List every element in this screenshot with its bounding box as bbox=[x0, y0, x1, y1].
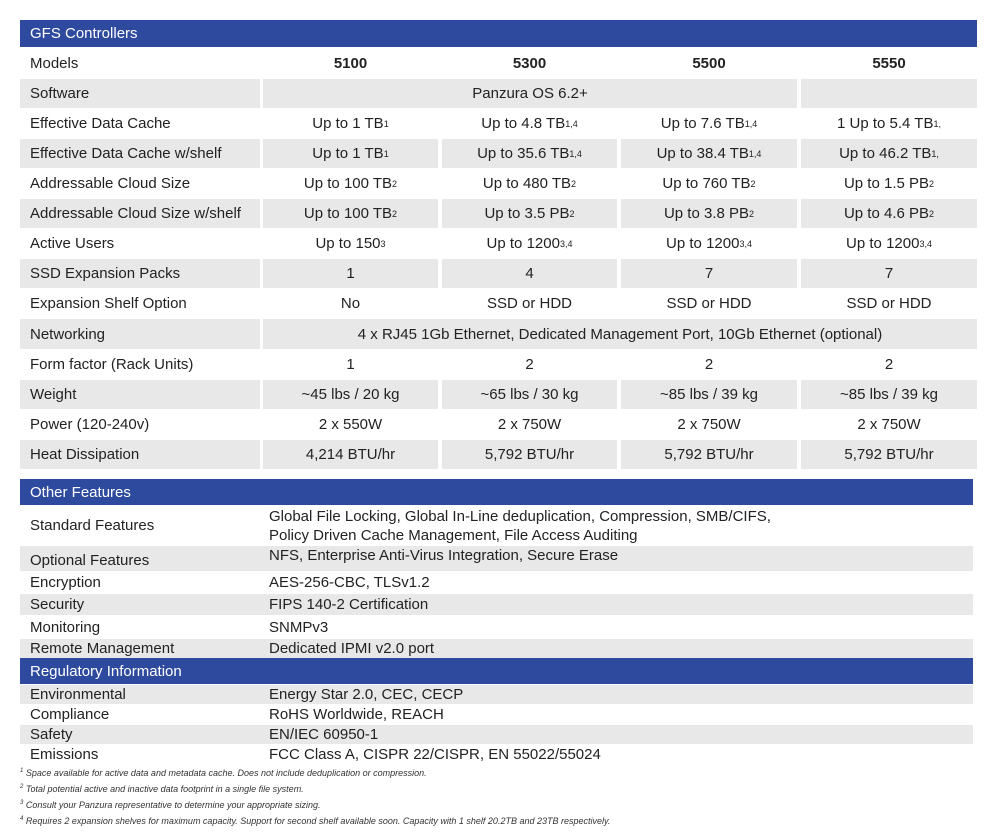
feature-row bbox=[20, 546, 973, 571]
feature-label: Remote Management bbox=[30, 640, 175, 657]
spec-value-text: Up to 3.8 PB bbox=[663, 205, 750, 222]
spec-value: Up to 1 TB 1 bbox=[312, 115, 389, 132]
feature-label: Optional Features bbox=[30, 552, 150, 569]
spec-label: SSD Expansion Packs bbox=[20, 259, 260, 288]
spec-value: Up to 3.8 PB 2 bbox=[621, 199, 797, 228]
spec-value bbox=[621, 259, 797, 288]
spec-value bbox=[621, 410, 797, 439]
regulatory-label: Environmental bbox=[30, 686, 126, 703]
spec-value-text: ~65 lbs / 30 kg bbox=[480, 386, 579, 403]
spec-value-text: 1 bbox=[346, 356, 355, 373]
spec-value bbox=[801, 440, 977, 469]
spec-value-text: 5,792 BTU/hr bbox=[664, 446, 754, 463]
spec-label: Effective Data Cache bbox=[30, 115, 171, 132]
spec-value-text: SSD or HDD bbox=[666, 295, 752, 312]
spec-value bbox=[801, 410, 977, 439]
spec-value: Up to 1200 3,4 bbox=[486, 235, 573, 252]
spec-value-text: 7 bbox=[704, 265, 714, 282]
spec-value-text: 7 bbox=[884, 265, 894, 282]
spec-row bbox=[20, 289, 977, 318]
regulatory-row bbox=[20, 745, 973, 764]
spec-value: Up to 150 3 bbox=[315, 235, 386, 252]
feature-value: SNMPv3 bbox=[269, 619, 329, 636]
spec-value bbox=[263, 350, 438, 379]
spec-value bbox=[263, 410, 438, 439]
spec-value: Up to 1200 3,4 bbox=[846, 235, 932, 252]
spec-value bbox=[801, 350, 977, 379]
spec-value bbox=[442, 380, 617, 409]
spec-label: Power (120-240v) bbox=[30, 416, 150, 433]
footnote-number: 3 bbox=[20, 800, 24, 806]
spec-label: Effective Data Cache w/shelf bbox=[20, 139, 260, 168]
spec-value: Up to 100 TB 2 bbox=[263, 199, 438, 228]
spec-row bbox=[20, 229, 977, 258]
spec-value-text: ~85 lbs / 39 kg bbox=[660, 386, 758, 403]
spec-value-text: Up to 4.8 TB bbox=[481, 115, 566, 132]
footnote bbox=[20, 768, 427, 778]
spec-value-text: Up to 7.6 TB bbox=[660, 115, 745, 132]
feature-value: AES-256-CBC, TLSv1.2 bbox=[269, 574, 430, 591]
spec-value bbox=[442, 350, 617, 379]
spec-value bbox=[621, 380, 797, 409]
spec-value-text: 5,792 BTU/hr bbox=[484, 446, 575, 463]
spec-value: Up to 1 TB 1 bbox=[263, 139, 438, 168]
spec-value-empty bbox=[801, 79, 977, 108]
footnote-text: Space available for active data and metadata cache. Does not include deduplication or compression. bbox=[25, 768, 427, 778]
spec-value-text: Up to 480 TB bbox=[482, 175, 572, 192]
footnote bbox=[20, 784, 304, 794]
footnote-number: 4 bbox=[20, 816, 24, 822]
spec-value-text: 2 x 750W bbox=[857, 416, 921, 433]
spec-value-text: 2 bbox=[704, 356, 714, 373]
spec-label: Addressable Cloud Size bbox=[30, 175, 191, 192]
spec-value-span: Panzura OS 6.2+ bbox=[263, 79, 797, 108]
spec-label: Heat Dissipation bbox=[20, 440, 260, 469]
feature-value: NFS, Enterprise Anti-Virus Integration, Secure Erase bbox=[269, 547, 619, 564]
feature-label: Monitoring bbox=[30, 619, 101, 636]
spec-value-text: No bbox=[340, 295, 361, 312]
feature-value: Dedicated IPMI v2.0 port bbox=[269, 640, 435, 657]
spec-value-text: Up to 1200 bbox=[486, 235, 560, 252]
spec-value bbox=[801, 259, 977, 288]
spec-value: Up to 46.2 TB 1, bbox=[801, 139, 977, 168]
spec-value-text: SSD or HDD bbox=[846, 295, 932, 312]
spec-value-text: Up to 35.6 TB bbox=[477, 145, 570, 162]
feature-label: Security bbox=[30, 596, 85, 613]
spec-value-text: Up to 1.5 PB bbox=[843, 175, 930, 192]
spec-label: Expansion Shelf Option bbox=[30, 295, 187, 312]
spec-label: Networking bbox=[20, 319, 260, 349]
spec-value-text: Up to 38.4 TB bbox=[656, 145, 749, 162]
section-title: GFS Controllers bbox=[30, 25, 138, 42]
spec-row bbox=[20, 440, 977, 469]
spec-value-text: 2 x 750W bbox=[497, 416, 562, 433]
spec-value-text: Up to 4.6 PB bbox=[843, 205, 930, 222]
spec-row bbox=[20, 199, 977, 228]
spec-value-text: Up to 1 TB bbox=[312, 115, 384, 132]
spec-value-text: Up to 46.2 TB bbox=[839, 145, 932, 162]
spec-value-text: 1 Up to 5.4 TB bbox=[837, 115, 934, 132]
footnote-number: 2 bbox=[20, 784, 24, 790]
spec-value: Up to 100 TB 2 bbox=[303, 175, 398, 192]
spec-value-text: Up to 760 TB bbox=[662, 175, 751, 192]
spec-value: Up to 35.6 TB 1,4 bbox=[442, 139, 617, 168]
regulatory-row bbox=[20, 725, 973, 744]
regulatory-label: Compliance bbox=[30, 706, 110, 723]
spec-value-text: 4,214 BTU/hr bbox=[305, 446, 396, 463]
spec-row bbox=[20, 410, 977, 439]
spec-row bbox=[20, 259, 977, 288]
regulatory-value: FCC Class A, CISPR 22/CISPR, EN 55022/55024 bbox=[269, 746, 601, 763]
spec-value bbox=[442, 440, 617, 469]
feature-row bbox=[20, 617, 973, 638]
feature-label: Standard Features bbox=[30, 517, 155, 534]
model-5300: 5300 bbox=[512, 54, 547, 72]
spec-label: Active Users bbox=[30, 235, 115, 252]
spec-value bbox=[442, 259, 617, 288]
regulatory-information-header bbox=[20, 658, 973, 684]
regulatory-label: Emissions bbox=[30, 746, 99, 763]
spec-label: Software bbox=[20, 79, 260, 108]
models-row bbox=[20, 48, 977, 78]
spec-value-text: 2 bbox=[525, 356, 534, 373]
spec-value bbox=[801, 289, 977, 318]
spec-value: Up to 4.6 PB 2 bbox=[801, 199, 977, 228]
gfs-controllers-header bbox=[20, 20, 977, 47]
feature-row bbox=[20, 572, 973, 593]
spec-value-text: ~85 lbs / 39 kg bbox=[840, 386, 938, 403]
spec-value: Up to 480 TB 2 bbox=[482, 175, 577, 192]
spec-value: Up to 760 TB 2 bbox=[662, 175, 756, 192]
model-5100: 5100 bbox=[333, 54, 368, 72]
spec-value bbox=[801, 380, 977, 409]
model-5550: 5550 bbox=[872, 54, 906, 72]
feature-value-line-2: Policy Driven Cache Management, File Access Auditing bbox=[269, 527, 638, 544]
section-title: Regulatory Information bbox=[30, 662, 182, 680]
spec-value-text: 1 bbox=[346, 265, 355, 282]
feature-row bbox=[20, 639, 973, 658]
spec-row bbox=[20, 319, 977, 349]
model-5500: 5500 bbox=[692, 54, 726, 72]
spec-row bbox=[20, 350, 977, 379]
footnote-text: Total potential active and inactive data footprint in a single file system. bbox=[25, 784, 304, 794]
section-title: Other Features bbox=[30, 483, 131, 501]
spec-value bbox=[263, 380, 438, 409]
feature-value-line-1: Global File Locking, Global In-Line deduplication, Compression, SMB/CIFS, bbox=[269, 508, 771, 525]
spec-value: Up to 38.4 TB 1,4 bbox=[621, 139, 797, 168]
spec-value: Up to 3.5 PB 2 bbox=[442, 199, 617, 228]
footnote-text: Consult your Panzura representative to determine your appropriate sizing. bbox=[25, 800, 321, 810]
spec-row bbox=[20, 139, 977, 168]
regulatory-value: Energy Star 2.0, CEC, CECP bbox=[269, 686, 464, 703]
spec-value: Up to 1.5 PB 2 bbox=[843, 175, 935, 192]
spec-value-text: ~45 lbs / 20 kg bbox=[301, 386, 400, 403]
spec-value-text: Up to 100 TB bbox=[303, 205, 393, 222]
feature-row bbox=[20, 594, 973, 615]
spec-value-text: 5,792 BTU/hr bbox=[844, 446, 934, 463]
spec-value-text: Up to 1 TB bbox=[312, 145, 384, 162]
feature-value bbox=[260, 506, 973, 545]
spec-row bbox=[20, 79, 977, 108]
feature-value: FIPS 140-2 Certification bbox=[269, 596, 429, 613]
spec-value-text: Up to 3.5 PB bbox=[484, 205, 570, 222]
models-label: Models bbox=[30, 54, 79, 72]
spec-label: Addressable Cloud Size w/shelf bbox=[20, 199, 260, 228]
spec-value-text: 2 bbox=[884, 356, 894, 373]
spec-value bbox=[442, 410, 617, 439]
footnote-number: 1 bbox=[20, 768, 24, 774]
footnote bbox=[20, 800, 321, 810]
spec-value-text: Up to 1200 bbox=[666, 235, 740, 252]
spec-value-text: 2 x 550W bbox=[318, 416, 383, 433]
spec-value bbox=[263, 259, 438, 288]
spec-value bbox=[263, 440, 438, 469]
spec-value: Up to 1200 3,4 bbox=[666, 235, 752, 252]
spec-value-text: 4 bbox=[525, 265, 534, 282]
spec-label: Form factor (Rack Units) bbox=[30, 356, 194, 373]
footnote-text: Requires 2 expansion shelves for maximum capacity. Support for second shelf available soon. Capacity with 1 shelf 20.2TB and 23TB respectively. bbox=[25, 816, 611, 826]
spec-value-text: SSD or HDD bbox=[486, 295, 572, 312]
spec-value-text: 2 x 750W bbox=[677, 416, 741, 433]
regulatory-label: Safety bbox=[30, 726, 73, 743]
spec-value bbox=[442, 289, 617, 318]
spec-value: Up to 4.8 TB 1,4 bbox=[481, 115, 578, 132]
footnote bbox=[20, 816, 610, 826]
spec-value: Up to 7.6 TB 1,4 bbox=[660, 115, 758, 132]
spec-value-span: 4 x RJ45 1Gb Ethernet, Dedicated Management Port, 10Gb Ethernet (optional) bbox=[263, 319, 977, 349]
spec-value bbox=[621, 440, 797, 469]
regulatory-row bbox=[20, 705, 973, 724]
feature-row bbox=[20, 506, 973, 545]
spec-label: Weight bbox=[20, 380, 260, 409]
spec-value bbox=[621, 289, 797, 318]
regulatory-row bbox=[20, 685, 973, 704]
regulatory-value: EN/IEC 60950-1 bbox=[269, 726, 379, 743]
feature-label: Encryption bbox=[30, 574, 101, 591]
spec-value-text: Up to 1200 bbox=[846, 235, 920, 252]
spec-row bbox=[20, 109, 977, 138]
regulatory-value: RoHS Worldwide, REACH bbox=[269, 706, 444, 723]
spec-row bbox=[20, 380, 977, 409]
spec-value-text: Up to 150 bbox=[315, 235, 381, 252]
spec-value bbox=[263, 289, 438, 318]
spec-row bbox=[20, 169, 977, 198]
spec-value bbox=[621, 350, 797, 379]
spec-value: 1 Up to 5.4 TB 1, bbox=[837, 115, 941, 132]
other-features-header bbox=[20, 479, 973, 505]
spec-value-text: Up to 100 TB bbox=[303, 175, 393, 192]
